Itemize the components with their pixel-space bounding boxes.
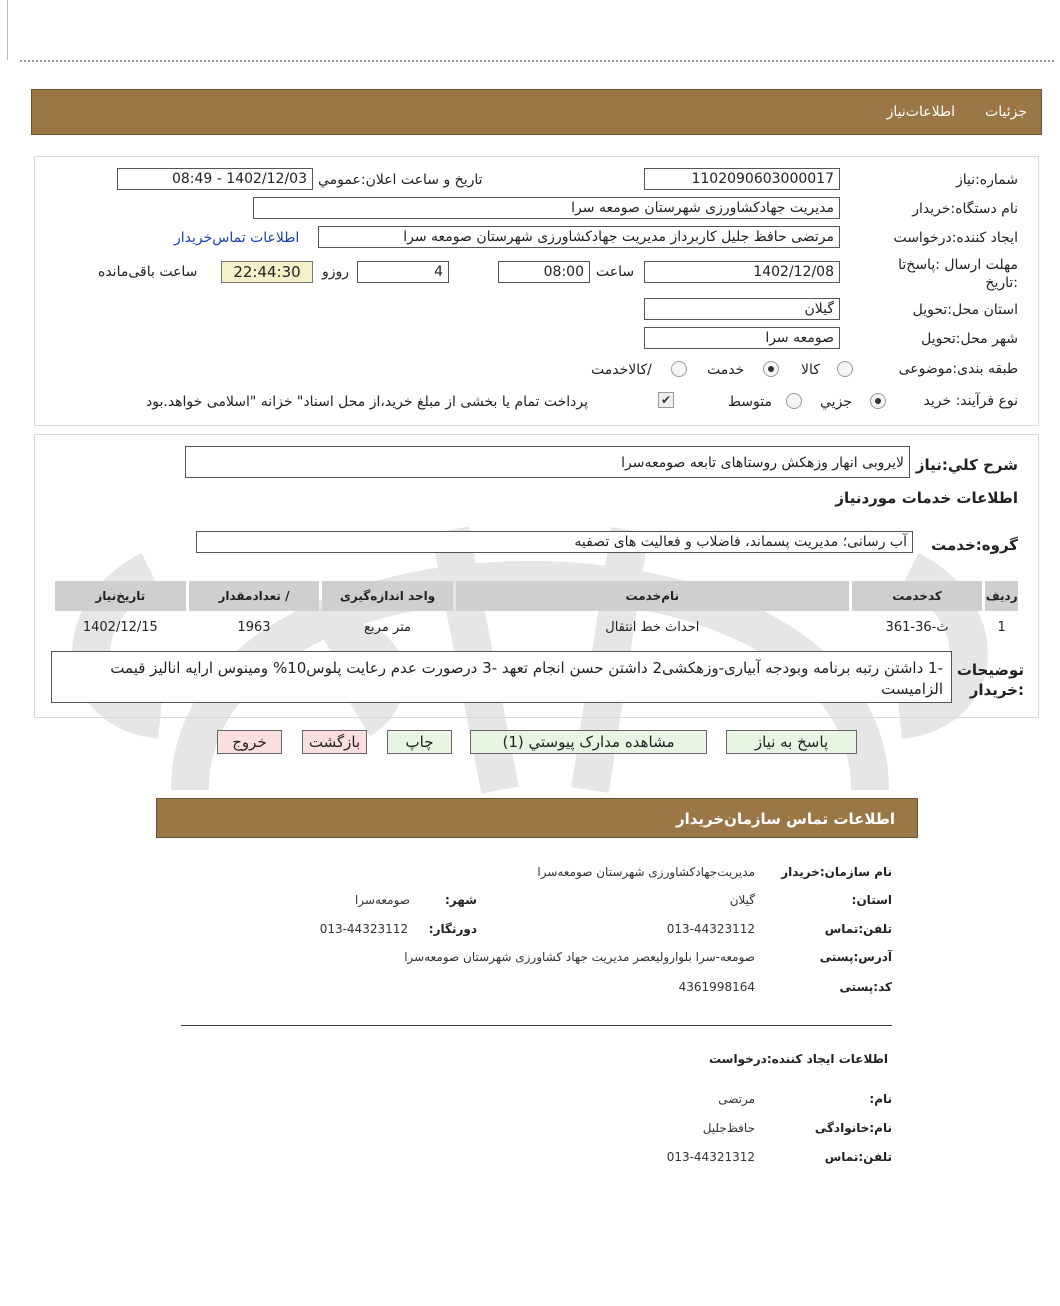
process-label: نوع فرآيند: خريد [923, 393, 1018, 409]
contact-postal: 4361998164 [678, 980, 755, 994]
creator-family: حافظ‌جلیل [702, 1121, 755, 1135]
contact-title: اطلاعات تماس سازمان‌خريدار [675, 810, 895, 828]
cell-qty: 1963 [237, 619, 271, 635]
province-field: گيلان [644, 298, 840, 320]
partial-radio[interactable] [870, 393, 886, 409]
deadline-time-field: 08:00 [498, 261, 590, 283]
buyer-field: مديريت جهادکشاورزی شهرستان صومعه سرا [253, 197, 840, 219]
province-label: استان محل:تحويل [912, 302, 1018, 318]
cell-row: 1 [997, 619, 1006, 635]
cell-unit: متر مربع [364, 619, 412, 635]
need-number-field: 1102090603000017 [644, 168, 840, 190]
partial-label: جزيي [820, 394, 852, 410]
tab-details[interactable]: جزئيات [985, 104, 1027, 120]
contact-fax-label: دورنگار: [428, 922, 477, 936]
attachments-button[interactable]: مشاهده مدارک پيوستي (1) [470, 730, 707, 754]
table-header-row [55, 581, 1018, 611]
services-table [52, 581, 1021, 643]
cell-code: ث-36-361 [885, 619, 949, 635]
payment-checkbox[interactable]: ✔ [658, 392, 674, 408]
creator-phone-label: تلفن:تماس [824, 1150, 892, 1164]
creator-name: مرتضی [718, 1092, 755, 1106]
service-label: خدمت [707, 362, 745, 378]
table-row [55, 611, 1018, 643]
contact-address: صومعه-سرا بلوار‌ولیعصر مدیریت جهاد کشاورزی شهرستان صومعه‌سرا [404, 950, 755, 964]
contact-province: گيلان [729, 893, 755, 907]
creator-name-label: نام: [869, 1092, 892, 1106]
left-border-line [7, 0, 8, 60]
creator-label: ايجاد کننده:درخواست [893, 230, 1018, 246]
print-button[interactable]: چاپ [387, 730, 452, 754]
medium-label: متوسط [728, 394, 772, 410]
payment-note: پرداخت تمام يا بخشی از مبلغ خريد،از محل اسناد" خزانه "اسلامی خواهد.بود [146, 394, 589, 410]
col-name: نام‌خدمت [456, 581, 849, 611]
contact-phone: 013-44323112 [666, 922, 755, 936]
summary-label: شرح کلي:نياز [915, 456, 1018, 474]
dotted-separator [20, 60, 1054, 62]
creator-family-label: نام:خانوادگی [814, 1121, 892, 1135]
exit-button[interactable]: خروج [217, 730, 282, 754]
details-header-bar [31, 89, 1042, 135]
contact-divider [181, 1025, 892, 1026]
tab-need-info[interactable]: اطلاعات‌نیاز [886, 104, 955, 120]
time-label: ساعت [596, 264, 635, 280]
goods-service-radio[interactable] [671, 361, 687, 377]
summary-field: لايروبی انهار وزهکش روستاهای تابعه صومعه‌سرا [185, 446, 910, 478]
city-field: صومعه سرا [644, 327, 840, 349]
goods-radio[interactable] [837, 361, 853, 377]
col-date: تاريخ‌نياز [55, 581, 186, 611]
col-qty: / تعدادمقدار [189, 581, 320, 611]
goods-label: کالا [801, 362, 820, 378]
contact-city-label: شهر: [445, 893, 477, 907]
contact-org-label: نام سازمان:خريدار [781, 865, 892, 879]
service-radio[interactable] [763, 361, 779, 377]
service-group-field: آب رسانی؛ مديريت پسماند، فاضلاب و فعاليت های تصفيه [196, 531, 913, 553]
col-unit: واحد اندازه‌گيری [322, 581, 453, 611]
days-label: روزو [322, 264, 350, 280]
notes-field: -1 داشتن رتبه برنامه وبودجه آبیاری-وزهکشی2 داشتن حسن انجام تعهد -3 درصورت عدم رعایت پلوس10% ومینوس ارایه انالیز قیمت الزامیست [51, 651, 952, 703]
creator-phone: 013-44321312 [666, 1150, 755, 1164]
contact-address-label: آدرس:پستی [819, 950, 892, 964]
back-button[interactable]: بازگشت [302, 730, 367, 754]
creator-heading: اطلاعات ايجاد کننده:درخواست [708, 1052, 888, 1066]
contact-postal-label: کد:پستی [839, 980, 892, 994]
col-code: کدخدمت [852, 581, 983, 611]
contact-fax: 013-44323112 [319, 922, 408, 936]
goods-service-label: /کالاخدمت [591, 362, 652, 378]
announce-field: 1402/12/03 - 08:49 [117, 168, 313, 190]
cell-date: 1402/12/15 [82, 619, 158, 635]
service-group-label: گروه:خدمت [931, 536, 1018, 554]
deadline-label: مهلت ارسال :پاسخ‌تا :تاريخ [898, 257, 1018, 291]
announce-label: تاريخ و ساعت اعلان:عمومي [318, 172, 483, 188]
category-label: طبقه بندی:موضوعی [898, 361, 1018, 377]
services-heading: اطلاعات خدمات موردنياز [835, 489, 1018, 507]
contact-province-label: استان: [851, 893, 892, 907]
reply-button[interactable]: پاسخ به نياز [726, 730, 857, 754]
contact-header-bar [156, 798, 918, 838]
deadline-date-field: 1402/12/08 [644, 261, 840, 283]
contact-city: صومعه‌سرا [354, 893, 410, 907]
remaining-timer: 22:44:30 [221, 261, 313, 283]
days-field: 4 [357, 261, 449, 283]
buyer-label: نام دستگاه:خريدار [912, 201, 1018, 217]
city-label: شهر محل:تحويل [921, 331, 1018, 347]
notes-label: توضيحات :خريدار [956, 661, 1024, 699]
cell-name: احداث خط انتقال [605, 619, 700, 635]
medium-radio[interactable] [786, 393, 802, 409]
buyer-contact-link[interactable]: اطلاعات تماس‌خريدار [174, 230, 300, 246]
col-row: رديف [985, 581, 1018, 611]
remaining-label: ساعت باقی‌مانده [98, 264, 198, 280]
need-number-label: شماره:نياز [955, 172, 1018, 188]
contact-phone-label: تلفن:تماس [824, 922, 892, 936]
contact-org: مديريت‌جهادکشاورزی شهرستان صومعه‌سرا [537, 865, 755, 879]
creator-field: مرتضی حافظ جلیل کاربرداز مدیریت جهادکشاورزی شهرستان صومعه سرا [318, 226, 840, 248]
